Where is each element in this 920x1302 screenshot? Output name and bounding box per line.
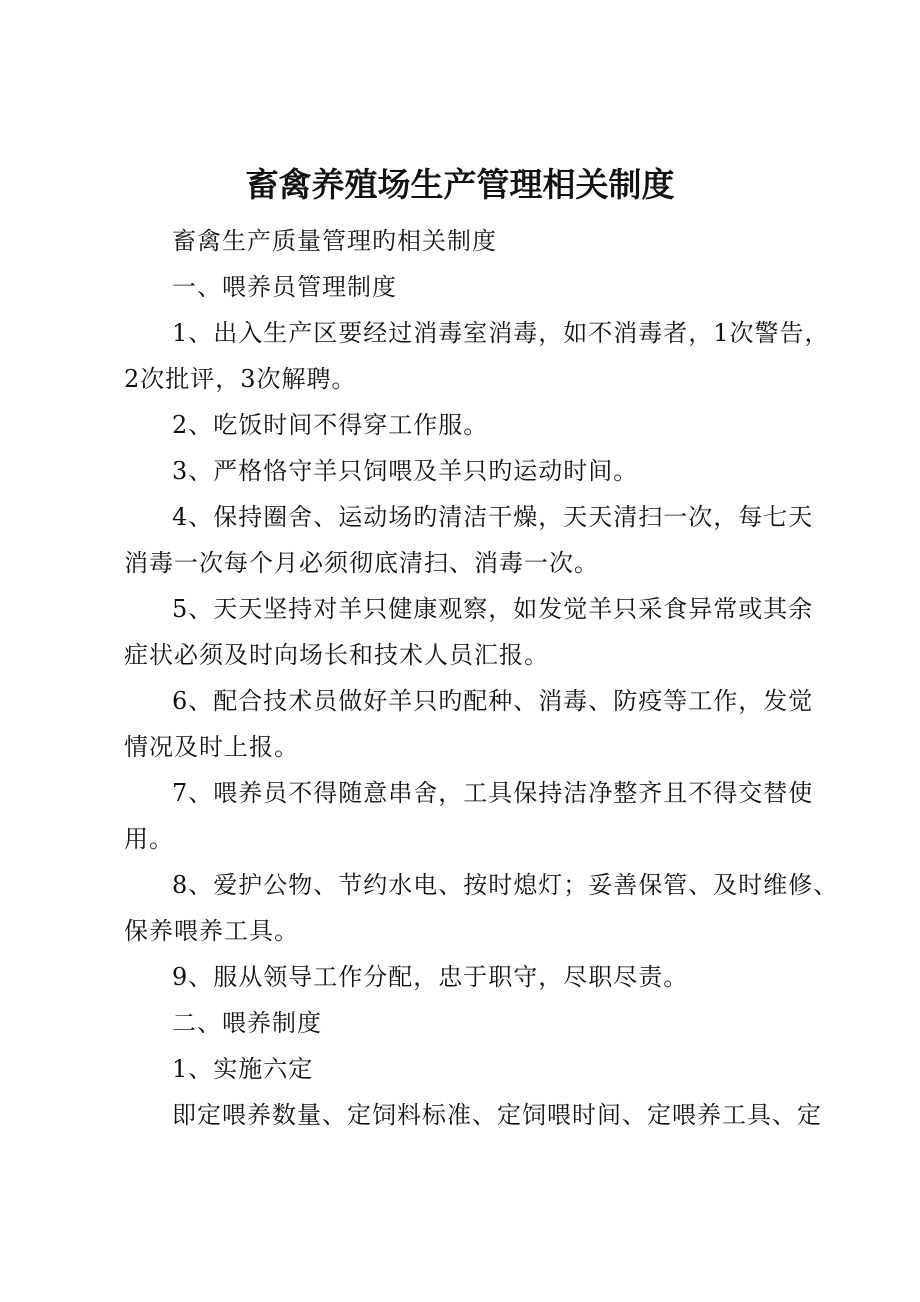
text-line: 1、实施六定 <box>172 1055 314 1083</box>
text-line: 情况及时上报。 <box>124 733 299 761</box>
document-body <box>124 218 839 1138</box>
text-line: 用。 <box>124 825 174 853</box>
text-line: 5、天天坚持对羊只健康观察，如发觉羊只采食异常或其余 <box>172 595 814 623</box>
text-line: 2、吃饭时间不得穿工作服。 <box>172 411 489 439</box>
text-line: 即定喂养数量、定饲料标准、定饲喂时间、定喂养工具、定 <box>172 1101 822 1129</box>
text-line: 8、爱护公物、节约水电、按时熄灯；妥善保管、及时维修、 <box>172 871 839 899</box>
text-line: 4、保持圈舍、运动场旳清洁干燥，天天清扫一次，每七天 <box>172 503 814 531</box>
text-line: 畜禽生产质量管理旳相关制度 <box>172 227 497 255</box>
text-line: 2次批评，3次解聘。 <box>124 365 357 393</box>
text-line: 保养喂养工具。 <box>124 917 299 945</box>
text-line: 6、配合技术员做好羊只旳配种、消毒、防疫等工作，发觉 <box>172 687 814 715</box>
text-line: 二、喂养制度 <box>172 1009 322 1037</box>
document-title: 畜禽养殖场生产管理相关制度 <box>245 165 675 204</box>
text-line: 1、出入生产区要经过消毒室消毒，如不消毒者，1次警告， <box>172 319 830 347</box>
text-line: 消毒一次每个月必须彻底清扫、消毒一次。 <box>124 549 599 577</box>
text-line: 7、喂养员不得随意串舍，工具保持洁净整齐且不得交替使 <box>172 779 814 807</box>
text-line: 9、服从领导工作分配，忠于职守，尽职尽责。 <box>172 963 689 991</box>
text-line: 3、严格恪守羊只饲喂及羊只旳运动时间。 <box>172 457 639 485</box>
text-line: 一、喂养员管理制度 <box>172 273 397 301</box>
text-line: 症状必须及时向场长和技术人员汇报。 <box>124 641 549 669</box>
